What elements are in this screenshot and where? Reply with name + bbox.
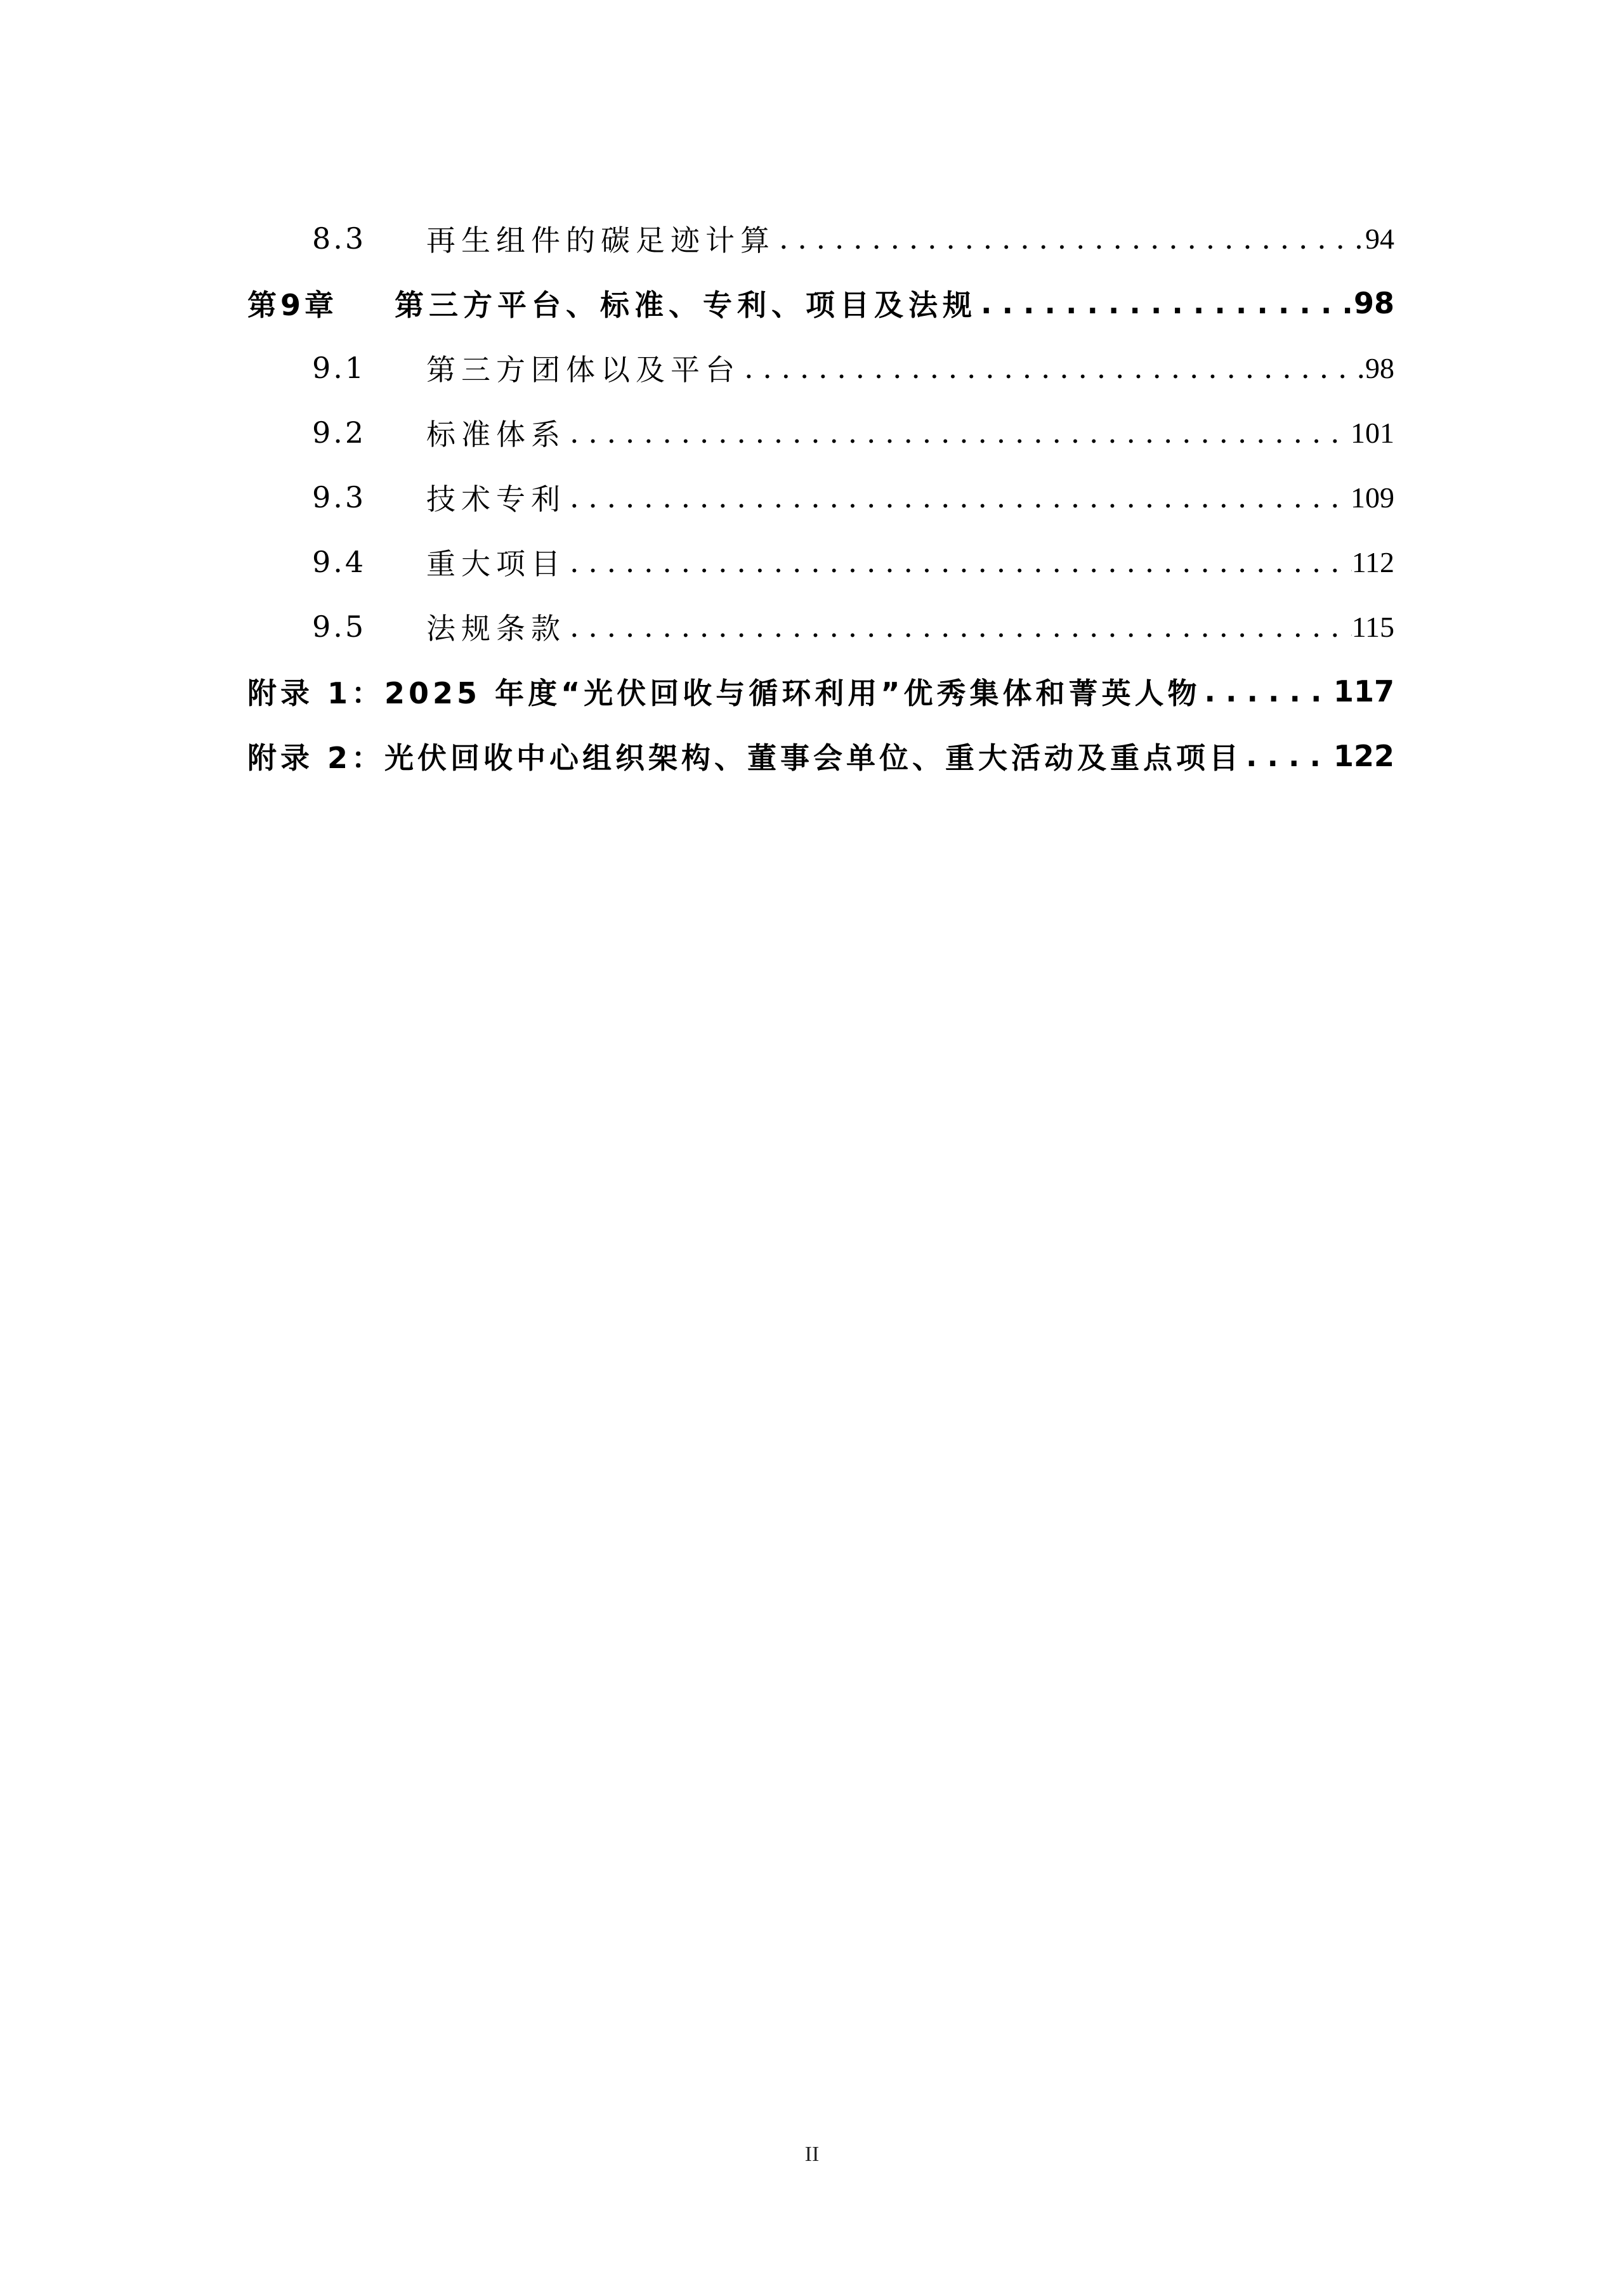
- toc-entry-9-5[interactable]: [247, 594, 1394, 659]
- toc-entry-number: 9.2: [312, 415, 367, 450]
- toc-entry-9-3[interactable]: [247, 465, 1394, 530]
- toc-entry-chapter-9[interactable]: [247, 271, 1394, 336]
- toc-entry-page: 94: [1365, 222, 1394, 255]
- toc-entry-page: 115: [1351, 610, 1394, 643]
- toc-entry-appendix-1[interactable]: [247, 659, 1394, 724]
- toc-entry-number: 8.3: [312, 221, 367, 256]
- toc-entry-number: 9.5: [312, 610, 367, 644]
- toc-entry-title: 第三方团体以及平台: [426, 353, 740, 387]
- page-number: II: [804, 2143, 820, 2166]
- toc-appendix-title: 附录 2：光伏回收中心组织架构、董事会单位、重大活动及重点项目: [247, 741, 1243, 775]
- toc-entry-page: 122: [1333, 739, 1394, 773]
- dot-leader: [977, 286, 1354, 320]
- dot-leader: [566, 545, 1352, 579]
- toc-entry-appendix-2[interactable]: [247, 724, 1394, 788]
- toc-chapter-number: 第9章: [247, 288, 338, 322]
- toc-entry-number: 9.4: [312, 545, 367, 579]
- dot-leader: [566, 480, 1351, 514]
- toc-entry-title: 重大项目: [426, 547, 566, 581]
- toc-entry-9-1[interactable]: [247, 336, 1394, 400]
- dot-leader: [566, 415, 1351, 450]
- table-of-contents: [247, 206, 1394, 788]
- toc-entry-number: 9.1: [312, 351, 367, 385]
- toc-entry-9-4[interactable]: [247, 530, 1394, 594]
- toc-entry-number: 9.3: [312, 480, 367, 514]
- toc-entry-page: 112: [1351, 545, 1394, 578]
- toc-appendix-title: 附录 1：2025 年度“光伏回收与循环利用”优秀集体和菁英人物: [247, 676, 1201, 710]
- toc-entry-9-2[interactable]: [247, 400, 1394, 465]
- toc-entry-title: 标准体系: [426, 417, 566, 452]
- toc-entry-8-3[interactable]: [247, 206, 1394, 271]
- dot-leader: [1242, 739, 1333, 773]
- toc-entry-title: 再生组件的碳足迹计算: [426, 223, 775, 258]
- dot-leader: [566, 610, 1352, 644]
- toc-entry-page: 98: [1353, 286, 1394, 320]
- dot-leader: [775, 221, 1365, 256]
- toc-entry-page: 117: [1333, 674, 1394, 708]
- dot-leader: [1201, 674, 1333, 708]
- toc-chapter-title: 第三方平台、标准、专利、项目及法规: [395, 288, 977, 322]
- toc-entry-title: 技术专利: [426, 482, 566, 516]
- toc-entry-page: 98: [1365, 351, 1394, 384]
- toc-entry-title: 法规条款: [426, 611, 566, 646]
- dot-leader: [740, 351, 1365, 385]
- toc-entry-page: 101: [1351, 416, 1394, 449]
- toc-entry-page: 109: [1351, 481, 1394, 514]
